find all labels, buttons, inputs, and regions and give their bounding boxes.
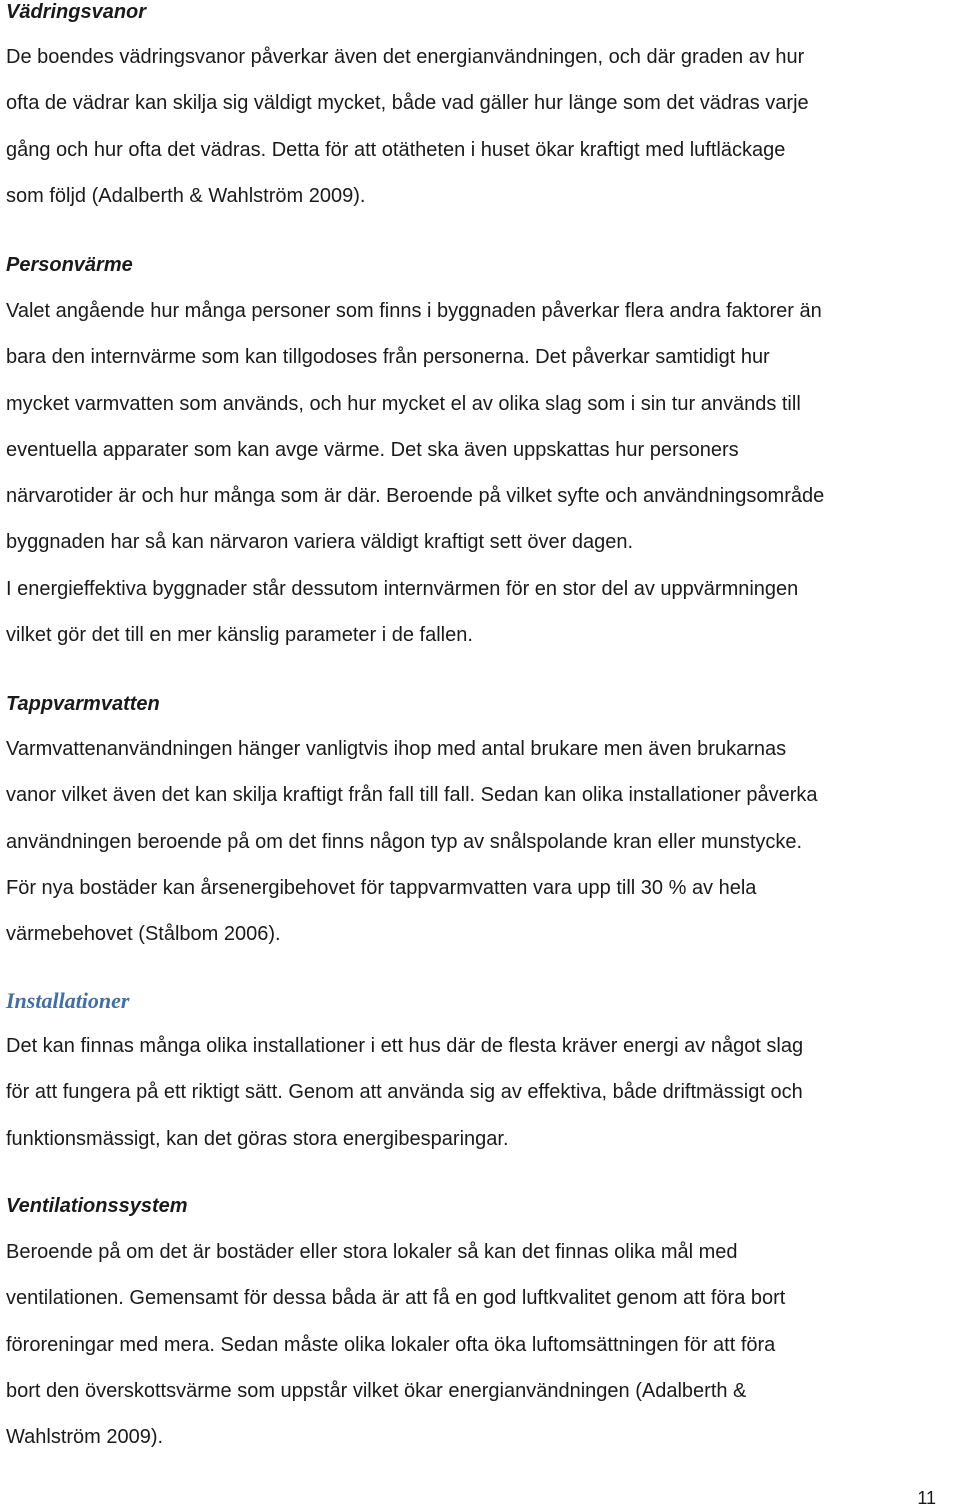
text-line: bort den överskottsvärme som uppstår vilket ökar energianvändningen (Adalberth &: [6, 1379, 747, 1402]
text-line: För nya bostäder kan årsenergibehovet för tappvarmvatten vara upp till 30 % av hela: [6, 876, 757, 899]
text-line: bara den internvärme som kan tillgodoses från personerna. Det påverkar samtidigt hur: [6, 346, 770, 369]
paragraph-personvarme: [6, 288, 956, 658]
text-line: vanor vilket även det kan skilja kraftigt från fall till fall. Sedan kan olika installationer påverka: [6, 784, 818, 807]
text-line: Wahlström 2009).: [6, 1426, 164, 1449]
text-line: mycket varmvatten som används, och hur mycket el av olika slag som i sin tur används till: [6, 392, 801, 415]
page-number: 11: [917, 1488, 936, 1508]
text-line: Valet angående hur många personer som finns i byggnaden påverkar flera andra faktorer än: [6, 300, 822, 322]
heading-vadringsvanor: Vädringsvanor: [6, 1, 147, 23]
paragraph-installationer: [6, 1023, 956, 1162]
text-line: ofta de vädrar kan skilja sig väldigt mycket, både vad gäller hur länge som det vädras varje: [6, 92, 809, 115]
text-line: vilket gör det till en mer känslig parameter i de fallen.: [6, 624, 473, 647]
heading-installationer: Installationer: [6, 988, 130, 1013]
text-line: närvarotider är och hur många som är där. Beroende på vilket syfte och användningsområde: [6, 485, 825, 508]
heading-tappvarmvatten: Tappvarmvatten: [6, 693, 160, 715]
text-line: eventuella apparater som kan avge värme. Det ska även uppskattas hur personers: [6, 438, 739, 461]
heading-ventilationssystem: Ventilationssystem: [6, 1195, 188, 1217]
paragraph-ventilationssystem: [6, 1229, 956, 1460]
text-line: ventilationen. Gemensamt för dessa båda är att få en god luftkvalitet genom att föra bort: [6, 1287, 786, 1310]
paragraph-tappvarmvatten: [6, 726, 956, 957]
text-line: Varmvattenanvändningen hänger vanligtvis ihop med antal brukare men även brukarnas: [6, 738, 787, 760]
text-line: användningen beroende på om det finns någon typ av snålspolande kran eller munstycke.: [6, 830, 803, 853]
text-line: I energieffektiva byggnader står dessutom internvärmen för en stor del av uppvärmningen: [6, 577, 799, 600]
text-line: De boendes vädringsvanor påverkar även det energianvändningen, och där graden av hur: [6, 46, 805, 68]
paragraph-vadringsvanor: [6, 34, 956, 219]
text-line: som följd (Adalberth & Wahlström 2009).: [6, 184, 366, 207]
text-line: Det kan finnas många olika installationer i ett hus där de flesta kräver energi av något slag: [6, 1035, 804, 1057]
text-line: värmebehovet (Stålbom 2006).: [6, 923, 281, 946]
text-line: för att fungera på ett riktigt sätt. Genom att använda sig av effektiva, både driftmässigt och: [6, 1081, 803, 1104]
text-line: byggnaden har så kan närvaron variera väldigt kraftigt sett över dagen.: [6, 531, 634, 554]
text-line: Beroende på om det är bostäder eller stora lokaler så kan det finnas olika mål med: [6, 1241, 738, 1263]
text-line: funktionsmässigt, kan det göras stora energibesparingar.: [6, 1127, 509, 1150]
text-line: föroreningar med mera. Sedan måste olika lokaler ofta öka luftomsättningen för att föra: [6, 1333, 776, 1356]
text-line: gång och hur ofta det vädras. Detta för att otätheten i huset ökar kraftigt med luftläckage: [6, 138, 786, 161]
heading-personvarme: Personvärme: [6, 254, 133, 276]
